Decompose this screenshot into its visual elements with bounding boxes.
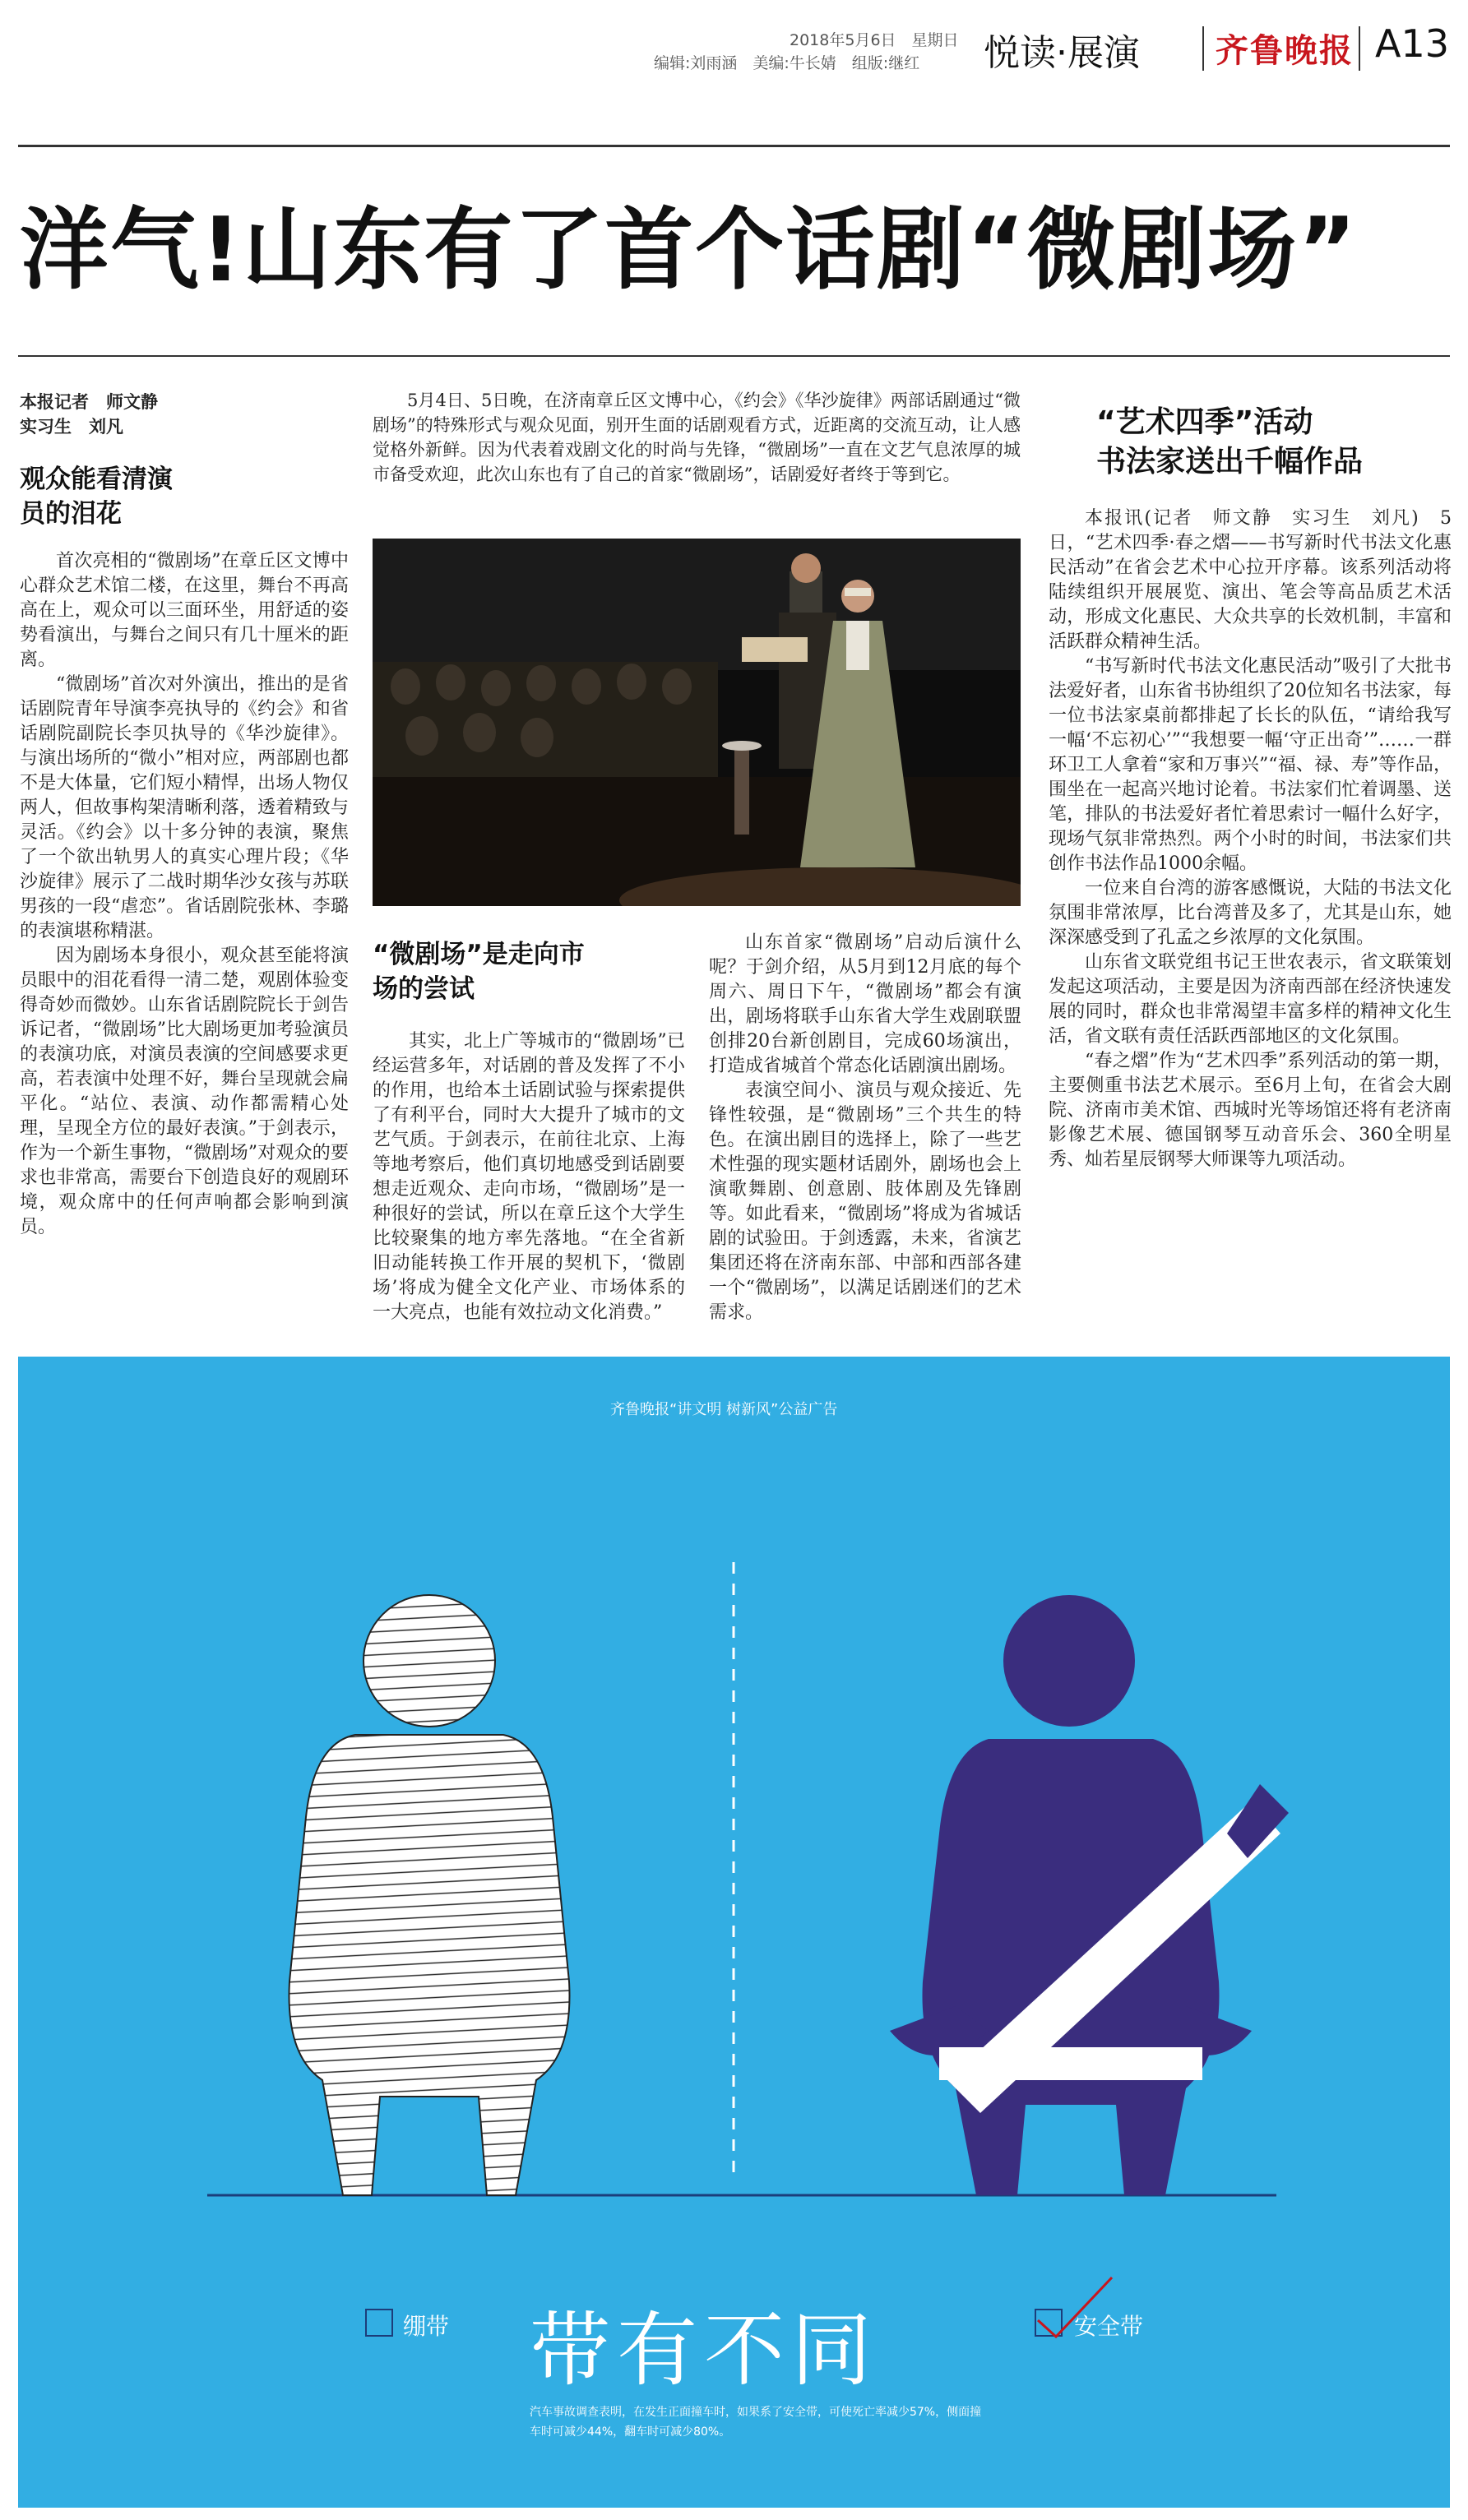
paragraph: 首次亮相的“微剧场”在章丘区文博中心群众艺术馆二楼，在这里，舞台不再高高在上，观众可以三面环坐，用舒适的姿势看演出，与舞台之间只有几十厘米的距离。 — [20, 551, 349, 670]
article-subhead: 观众能看清演员的泪花 — [20, 465, 173, 529]
paragraph: 其实，北上广等城市的“微剧场”已经运营多年，对话剧的普及发挥了不小的作用，也给本土话剧试验与探索提供了有利平台，同时大大提升了城市的文艺气质。于剑表示，在前往北京、上海等地考察后，他们真切地感受到话剧要想走近观众、走向市场，“微剧场”是一种很好的尝试，所以在章丘这个大学生比较聚集的地方率先落地。“在全省新旧动能转换工作开展的契机下，‘微剧场’将成为健全文化产业、市场体系的一大亮点，也能有效拉动文化消费。” — [373, 1031, 685, 1323]
paragraph: “微剧场”首次对外演出，推出的是省话剧院青年导演李亮执导的《约会》和省话剧院副院长李贝执导的《华沙旋律》。与演出场所的“微小”相对应，两部剧也都不是大体量，它们短小精悍，出场人物仅两人，但故事构架清晰利落，透着精致与灵活。《约会》以十多分钟的表演，聚焦了一个欲出轨男人的真实心理片段；《华沙旋律》展示了二战时期华沙女孩与苏联男孩的一段“虐恋”。省话剧院张林、李璐的表演堪称精湛。 — [20, 674, 349, 941]
stage-scene-image — [373, 539, 1021, 906]
center-col-2 — [709, 931, 1021, 1325]
article-title: “艺术四季”活动 — [1096, 405, 1313, 439]
newspaper-logo: 齐鲁晚报 — [1216, 31, 1354, 70]
public-service-ad — [18, 1357, 1450, 2508]
issue-date: 2018年5月6日 星期日 — [790, 31, 959, 49]
ad-option-seatbelt: 安全带 — [1074, 2313, 1144, 2340]
editorial-staff: 编辑:刘雨涵 美编:牛长婧 组版:继红 — [654, 54, 920, 72]
byline: 本报记者 师文静 — [20, 392, 158, 412]
right-article — [1049, 403, 1452, 1172]
bandaged-figure-icon — [265, 1579, 594, 2203]
paragraph: “书写新时代书法文化惠民活动”吸引了大批书法爱好者，山东省书协组织了20位知名书法家，每一位书法家桌前都排起了长长的队伍，“请给我写一幅‘不忘初心’”“我想要一幅‘守正出奇’”……一群环卫工人拿着“家和万事兴”“福、禄、寿”等作品，围坐在一起高兴地讨论着。书法家们忙着调墨、送笔，排队的书法爱好者忙着思索讨一幅什么好字，现场气氛非常热烈。两个小时的时间，书法家们共创作书法作品1000余幅。 — [1049, 656, 1452, 874]
center-col-1 — [373, 937, 685, 1325]
ad-header: 齐鲁晚报“讲文明 树新风”公益广告 — [610, 1401, 838, 1418]
headline-rule — [18, 355, 1450, 357]
article-body — [20, 549, 349, 1240]
seatbelt-figure-icon — [890, 1595, 1289, 2195]
stage-photo — [373, 539, 1021, 906]
ad-title: 带有不同 — [530, 2304, 879, 2397]
article-subhead: “微剧场”是走向市场的尝试 — [373, 940, 585, 1004]
paragraph: 表演空间小、演员与观众接近、先锋性较强，是“微剧场”三个共生的特色。在演出剧目的选择上，除了一些艺术性强的现实题材话剧外，剧场也会上演歌舞剧、创意剧、肢体剧及先锋剧等。如此看来，“微剧场”将成为省城话剧的试验田。于剑透露，未来，省演艺集团还将在济南东部、中部和西部各建一个“微剧场”，以满足话剧迷们的艺术需求。 — [709, 1080, 1021, 1323]
lead-paragraph: 5月4日、5日晚，在济南章丘区文博中心，《约会》《华沙旋律》两部话剧通过“微剧场”的特殊形式与观众见面，别开生面的话剧观看方式，近距离的交流互动，让人感觉格外新鲜。因为代表着戏剧文化的时尚与先锋，“微剧场”一直在文艺气息浓厚的城市备受欢迎，此次山东也有了自己的首家“微剧场”，话剧爱好者终于等到它。 — [373, 391, 1021, 484]
paragraph: 一位来自台湾的游客感慨说，大陆的书法文化氛围非常浓厚，比台湾普及多了，尤其是山东，她深深感受到了孔孟之乡浓厚的文化氛围。 — [1049, 878, 1452, 948]
article-body — [373, 1029, 685, 1325]
divider — [1359, 26, 1360, 71]
article-title: 书法家送出千幅作品 — [1096, 445, 1364, 479]
paragraph: “春之熠”作为“艺术四季”系列活动的第一期，主要侧重书法艺术展示。至6月上旬，在省会大剧院、济南市美术馆、西城时光等场馆还将有老济南影像艺术展、德国钢琴互动音乐会、360全明星秀、灿若星辰钢琴大师课等九项活动。 — [1049, 1051, 1452, 1170]
article-body — [1049, 506, 1452, 1172]
ad-footnote: 汽车事故调查表明，在发生正面撞车时，如果系了安全带，可使死亡率减少57%，侧面撞车时可减少44%，翻车时可减少80%。 — [530, 2406, 982, 2439]
option-checkbox — [365, 2309, 393, 2337]
left-article — [20, 390, 349, 1240]
paragraph: 本报讯(记者 师文静 实习生 刘凡) 5日，“艺术四季·春之熠——书写新时代书法文化惠民活动”在省会艺术中心拉开序幕。该系列活动将陆续组织开展展览、演出、笔会等高品质艺术活动，形成文化惠民、大众共享的长效机制，丰富和活跃群众精神生活。 — [1049, 508, 1452, 652]
paragraph: 山东首家“微剧场”启动后演什么呢？于剑介绍，从5月到12月底的每个周六、周日下午，“微剧场”都会有演出，剧场将联手山东省大学生戏剧联盟创排20台新创剧目，完成60场演出，打造成省城首个常态化话剧演出剧场。 — [709, 932, 1021, 1076]
article-body — [709, 931, 1021, 1325]
header-rule — [18, 145, 1450, 147]
page-number: A13 — [1375, 21, 1450, 66]
headline: 洋气!山东有了首个话剧“微剧场” — [20, 199, 1359, 302]
section-title: 悦读·展演 — [984, 32, 1140, 74]
paragraph: 山东省文联党组书记王世农表示，省文联策划发起这项活动，主要是因为济南西部在经济快速发展的同时，群众也非常渴望丰富多样的精神文化生活，省文联有责任活跃西部地区的文化氛围。 — [1049, 952, 1452, 1047]
article-lead — [373, 388, 1021, 487]
ad-option-bandage: 绷带 — [403, 2313, 450, 2340]
paragraph: 因为剧场本身很小，观众甚至能将演员眼中的泪花看得一清二楚，观剧体验变得奇妙而微妙。山东省话剧院院长于剑告诉记者，“微剧场”比大剧场更加考验演员的表演功底，对演员表演的空间感要求更高，若表演中处理不好，舞台呈现就会扁平化。“站位、表演、动作都需精心处理，呈现全方位的最好表演。”于剑表示，作为一个新生事物，“微剧场”对观众的要求也非常高，需要台下创造良好的观剧环境，观众席中的任何声响都会影响到演员。 — [20, 946, 349, 1237]
byline: 实习生 刘凡 — [20, 417, 123, 437]
divider — [1202, 26, 1204, 71]
